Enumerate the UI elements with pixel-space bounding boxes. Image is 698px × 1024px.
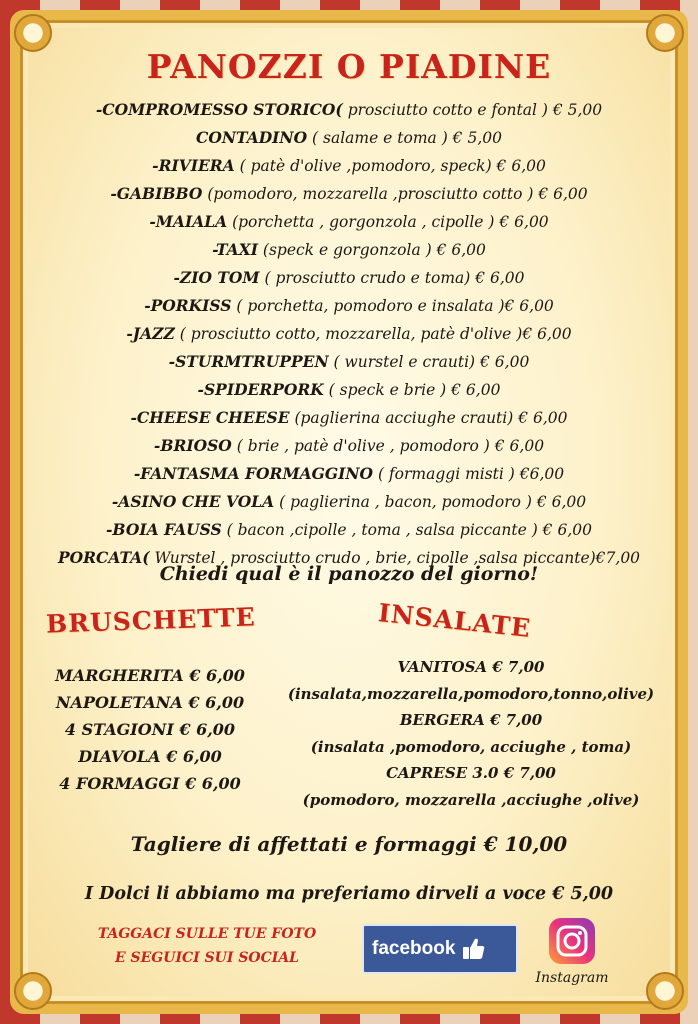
insalate-title: INSALATE <box>376 598 533 643</box>
menu-item <box>0 460 698 488</box>
item-description: ( wurstel e crauti) € 6,00 <box>328 353 530 371</box>
item-description: ( brie , patè d'olive , pomodoro ) € 6,00 <box>231 437 545 455</box>
item-description: (paglierina acciughe crauti) € 6,00 <box>289 409 568 427</box>
insalate-list <box>274 654 668 813</box>
taglieri-line: Tagliere di affettati e formaggi € 10,00 <box>130 832 568 856</box>
item-description: (speck e gorgonzola ) € 6,00 <box>257 241 486 259</box>
item-name: -ZIO TOM <box>173 268 260 287</box>
menu-item <box>0 180 698 208</box>
panozzi-list <box>0 96 698 572</box>
item-description: ( porchetta, pomodoro e insalata )€ 6,00 <box>231 297 554 315</box>
item-name: -BRIOSO <box>153 436 232 455</box>
item-name: -STURMTRUPPEN <box>168 352 329 371</box>
item-description: ( speck e brie ) € 6,00 <box>323 381 501 399</box>
bruschetta-item: DIAVOLA € 6,00 <box>78 747 222 766</box>
bruschetta-item: MARGHERITA € 6,00 <box>55 666 245 685</box>
insalata-ingredients: (pomodoro, mozzarella ,acciughe ,olive) <box>302 790 640 809</box>
menu-item <box>0 236 698 264</box>
menu-item <box>0 208 698 236</box>
menu-item <box>0 320 698 348</box>
instagram-badge[interactable] <box>530 918 614 998</box>
menu-item <box>0 152 698 180</box>
item-name: -JAZZ <box>126 324 175 343</box>
item-description: ( paglierina , bacon, pomodoro ) € 6,00 <box>274 493 587 511</box>
item-description: prosciutto cotto e fontal ) € 5,00 <box>342 101 603 119</box>
item-name: CONTADINO <box>196 128 308 147</box>
social-cta-line1: TAGGACI SULLE TUE FOTO <box>97 926 317 942</box>
item-name: -FANTASMA FORMAGGINO <box>133 464 374 483</box>
item-name: -BOIA FAUSS <box>106 520 222 539</box>
item-name: -RIVIERA <box>152 156 235 175</box>
item-name: -TAXI <box>212 240 258 259</box>
menu-item <box>0 96 698 124</box>
menu-item <box>0 516 698 544</box>
insalata-ingredients: (insalata ,pomodoro, acciughe , toma) <box>310 737 632 756</box>
thumbs-up-icon <box>461 936 487 962</box>
menu-item <box>0 264 698 292</box>
menu-item <box>0 432 698 460</box>
item-description: ( formaggi misti ) €6,00 <box>373 465 565 483</box>
social-cta-line2: E SEGUICI SUI SOCIAL <box>114 950 300 966</box>
corner-ornament-icon <box>646 972 684 1010</box>
daily-special-promo: Chiedi qual è il panozzo del giorno! <box>159 563 539 585</box>
item-description: ( prosciutto cotto, mozzarella, patè d'olive )€ 6,00 <box>174 325 572 343</box>
item-name: -COMPROMESSO STORICO( <box>95 100 343 119</box>
bruschetta-item: 4 STAGIONI € 6,00 <box>64 720 236 739</box>
item-name: -CHEESE CHEESE <box>130 408 290 427</box>
insalata-name: VANITOSA € 7,00 <box>397 658 545 676</box>
facebook-label: facebook <box>372 938 456 959</box>
menu-title: PANOZZI O PIADINE <box>146 47 552 86</box>
menu-item <box>0 404 698 432</box>
menu-item <box>0 292 698 320</box>
bruschetta-item: NAPOLETANA € 6,00 <box>55 693 245 712</box>
item-name: PORCATA( <box>57 548 150 567</box>
insalata-name: BERGERA € 7,00 <box>399 711 543 729</box>
insalata-ingredients: (insalata,mozzarella,pomodoro,tonno,olive) <box>287 684 655 703</box>
menu-item <box>0 488 698 516</box>
menu-item <box>0 348 698 376</box>
item-name: -ASINO CHE VOLA <box>111 492 275 511</box>
bruschetta-item: 4 FORMAGGI € 6,00 <box>59 774 241 793</box>
item-description: ( bacon ,cipolle , toma , salsa piccante ) € 6,00 <box>221 521 592 539</box>
item-name: -GABIBBO <box>110 184 203 203</box>
camera-icon <box>549 918 595 964</box>
instagram-label: Instagram <box>535 970 609 986</box>
item-description: ( salame e toma ) € 5,00 <box>307 129 502 147</box>
item-name: -SPIDERPORK <box>197 380 324 399</box>
facebook-badge[interactable] <box>362 924 518 974</box>
dolci-line: I Dolci li abbiamo ma preferiamo dirveli a voce € 5,00 <box>84 884 614 904</box>
item-description: Wurstel , prosciutto crudo , brie, cipolle ,salsa piccante)€7,00 <box>149 549 641 567</box>
item-description: (pomodoro, mozzarella ,prosciutto cotto ) € 6,00 <box>202 185 588 203</box>
bruschette-title: BRUSCHETTE <box>45 602 257 639</box>
item-name: -MAIALA <box>149 212 228 231</box>
item-description: ( patè d'olive ,pomodoro, speck) € 6,00 <box>234 157 546 175</box>
item-description: ( prosciutto crudo e toma) € 6,00 <box>259 269 525 287</box>
item-description: (porchetta , gorgonzola , cipolle ) € 6,00 <box>227 213 549 231</box>
insalata-name: CAPRESE 3.0 € 7,00 <box>386 764 556 782</box>
social-call-to-action <box>62 922 352 970</box>
menu-item <box>0 124 698 152</box>
bruschette-list <box>30 662 270 797</box>
item-name: -PORKISS <box>144 296 232 315</box>
corner-ornament-icon <box>14 972 52 1010</box>
menu-item <box>0 376 698 404</box>
